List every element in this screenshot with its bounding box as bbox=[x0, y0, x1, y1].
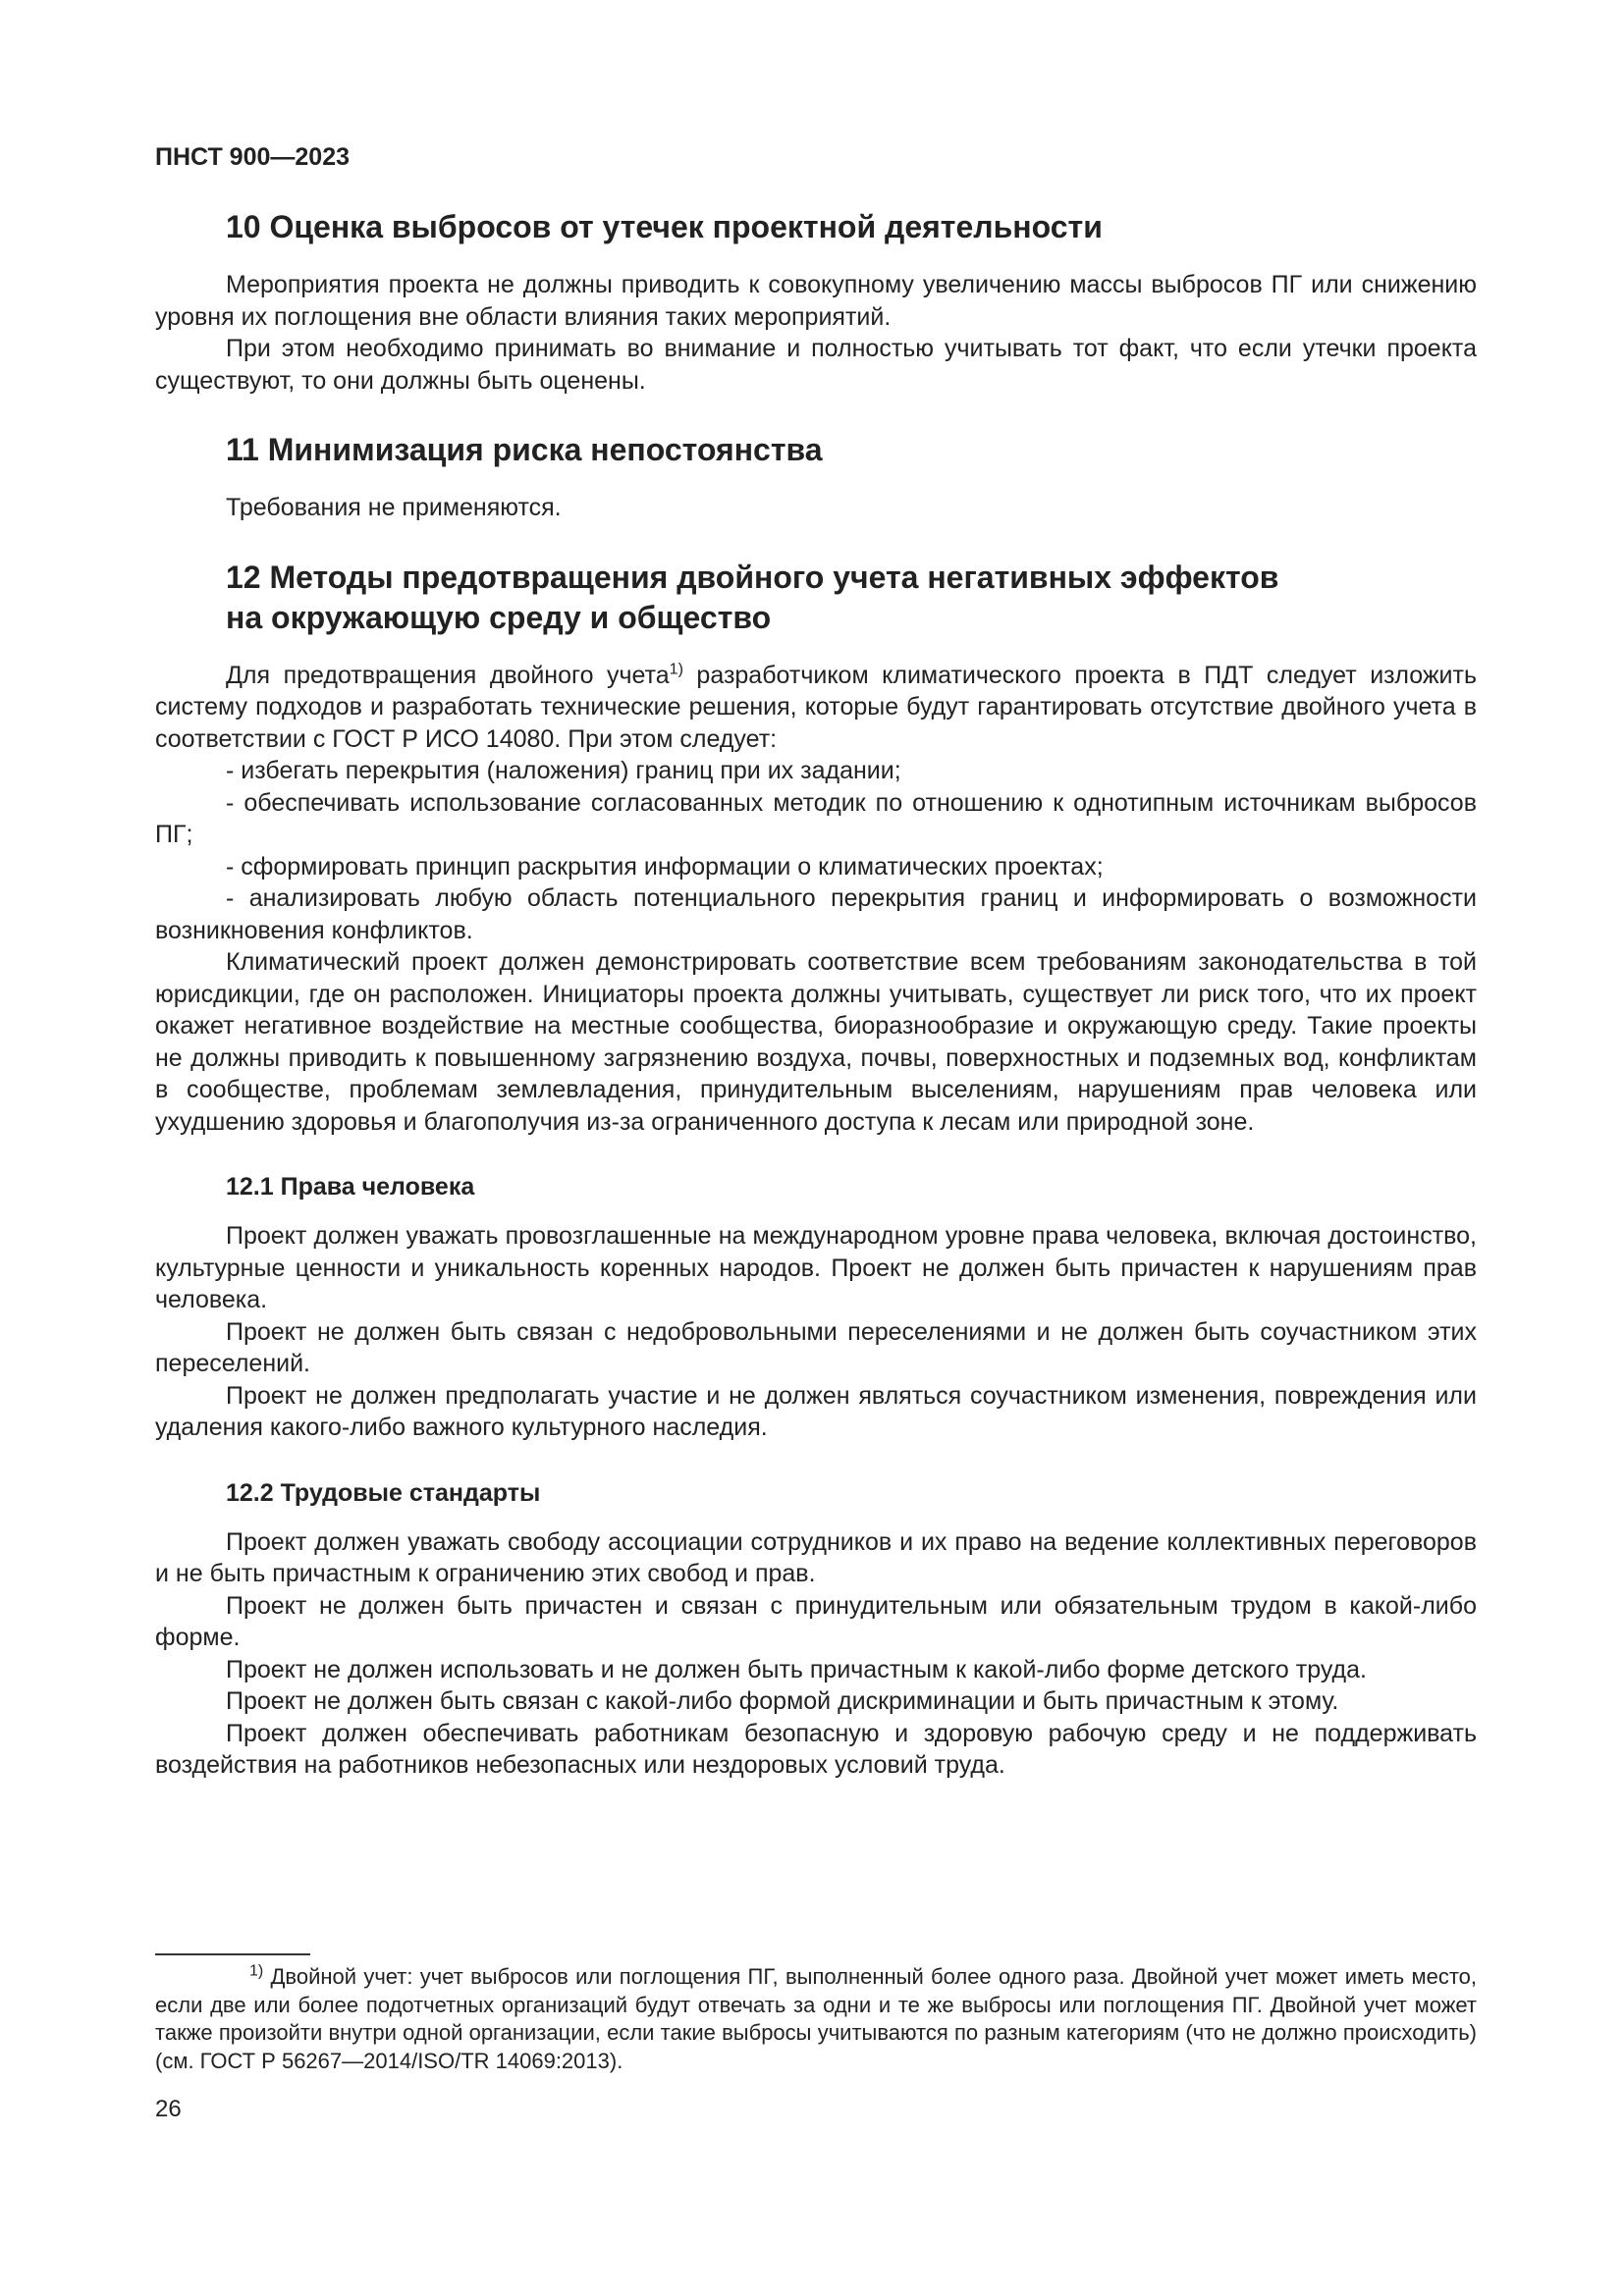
section-12-2-title: 12.2 Трудовые стандарты bbox=[226, 1478, 541, 1507]
section-12-1-paragraph: Проект не должен предполагать участие и не должен являться соучастником изменения, повреждения или удаления какого-либо важного культурного наследия. bbox=[155, 1381, 1477, 1441]
footnote bbox=[155, 1963, 1477, 2075]
section-12-intro-text: Для предотвращения двойного учета bbox=[226, 661, 670, 689]
section-12 bbox=[155, 558, 1477, 1139]
section-12-title bbox=[226, 558, 1477, 638]
footnote-reference: 1) bbox=[669, 661, 683, 678]
section-12-intro bbox=[155, 660, 1477, 756]
section-10-title: 10 Оценка выбросов от утечек проектной деятельности bbox=[226, 209, 1103, 244]
section-11-title: 11 Минимизация риска непостоянства bbox=[226, 432, 823, 467]
section-12-2-paragraph: Проект не должен быть связан с какой-либо формой дискриминации и быть причастным к этому. bbox=[226, 1687, 1339, 1715]
section-12-2 bbox=[155, 1477, 1477, 1782]
section-12-1-title: 12.1 Права человека bbox=[226, 1173, 475, 1201]
section-12-2-paragraph: Проект не должен быть причастен и связан с принудительным или обязательным трудом в какой-либо форме. bbox=[155, 1591, 1477, 1651]
section-12-2-paragraph: Проект должен уважать свободу ассоциации сотрудников и их право на ведение коллективных переговоров и не быть причастным к ограничению этих свобод и прав. bbox=[155, 1527, 1477, 1587]
footnote-marker: 1) bbox=[249, 1962, 264, 1980]
document-page bbox=[155, 143, 1477, 1815]
footnote-divider bbox=[155, 1953, 310, 1955]
section-12-title-line2: на окружающую среду и общество bbox=[226, 599, 772, 635]
footnote-text: Двойной учет: учет выбросов или поглощения ПГ, выполненный более одного раза. Двойной учет может иметь место, если две или более подотчетных организаций будут отвечать за одни и те же выбросы или поглощения ПГ. Двойной учет может также произойти внутри одной организации, если такие выбросы учитываются по разным категориям (что не должно происходить) (см. ГОСТ Р 56267—2014/ISO/TR 14069:2013). bbox=[155, 1964, 1477, 2073]
section-11-paragraph: Требования не применяются. bbox=[226, 494, 562, 521]
section-10 bbox=[155, 207, 1477, 397]
list-item: - избегать перекрытия (наложения) границ при их задании; bbox=[226, 757, 901, 784]
section-12-2-paragraph: Проект не должен использовать и не должен быть причастным к какой-либо форме детского труда. bbox=[226, 1655, 1367, 1683]
list-item: - обеспечивать использование согласованных методик по отношению к однотипным источникам выбросов ПГ; bbox=[155, 788, 1477, 848]
section-12-1 bbox=[155, 1171, 1477, 1444]
document-code-header: ПНСТ 900—2023 bbox=[155, 143, 350, 171]
section-12-1-paragraph: Проект должен уважать провозглашенные на международном уровне права человека, включая достоинство, культурные ценности и уникальность коренных народов. Проект не должен быть причастен к нарушениям прав человека. bbox=[155, 1222, 1477, 1313]
list-item: - анализировать любую область потенциального перекрытия границ и информировать о возможности возникновения конфликтов. bbox=[155, 884, 1477, 944]
page-number: 26 bbox=[155, 2096, 182, 2122]
list-item: - сформировать принцип раскрытия информации о климатических проектах; bbox=[226, 852, 1104, 881]
section-11 bbox=[155, 430, 1477, 524]
section-10-paragraph: При этом необходимо принимать во внимание и полностью учитывать тот факт, что если утечки проекта существуют, то они должны быть оценены. bbox=[155, 335, 1477, 395]
section-12-title-line1: 12 Методы предотвращения двойного учета негативных эффектов bbox=[226, 559, 1279, 595]
section-12-2-paragraph: Проект должен обеспечивать работникам безопасную и здоровую рабочую среду и не поддерживать воздействия на работников небезопасных или нездоровых условий труда. bbox=[155, 1719, 1477, 1779]
section-12-closing-paragraph: Климатический проект должен демонстрировать соответствие всем требованиям законодательства в той юрисдикции, где он расположен. Инициаторы проекта должны учитывать, существует ли риск того, что их проект окажет негативное воздействие на местные сообщества, биоразнообразие и окружающую среду. Такие проекты не должны приводить к повышенному загрязнению воздуха, почвы, поверхностных и подземных вод, конфликтам в сообществе, проблемам землевладения, принудительным выселениям, нарушениям прав человека или ухудшению здоровья и благополучия из-за ограниченного доступа к лесам или природной зоне. bbox=[155, 948, 1477, 1136]
section-10-paragraph: Мероприятия проекта не должны приводить к совокупному увеличению массы выбросов ПГ или снижению уровня их поглощения вне области влияния таких мероприятий. bbox=[155, 271, 1477, 331]
section-12-intro-text-cont: разработчиком климатического проекта в ПДТ следует изложить систему подходов и разработать технические решения, которые будут гарантировать отсутствие двойного учета в соответствии с ГОСТ Р ИСО 14080. При этом следует: bbox=[155, 661, 1477, 753]
section-12-1-paragraph: Проект не должен быть связан с недобровольными переселениями и не должен быть соучастником этих переселений. bbox=[155, 1317, 1477, 1377]
